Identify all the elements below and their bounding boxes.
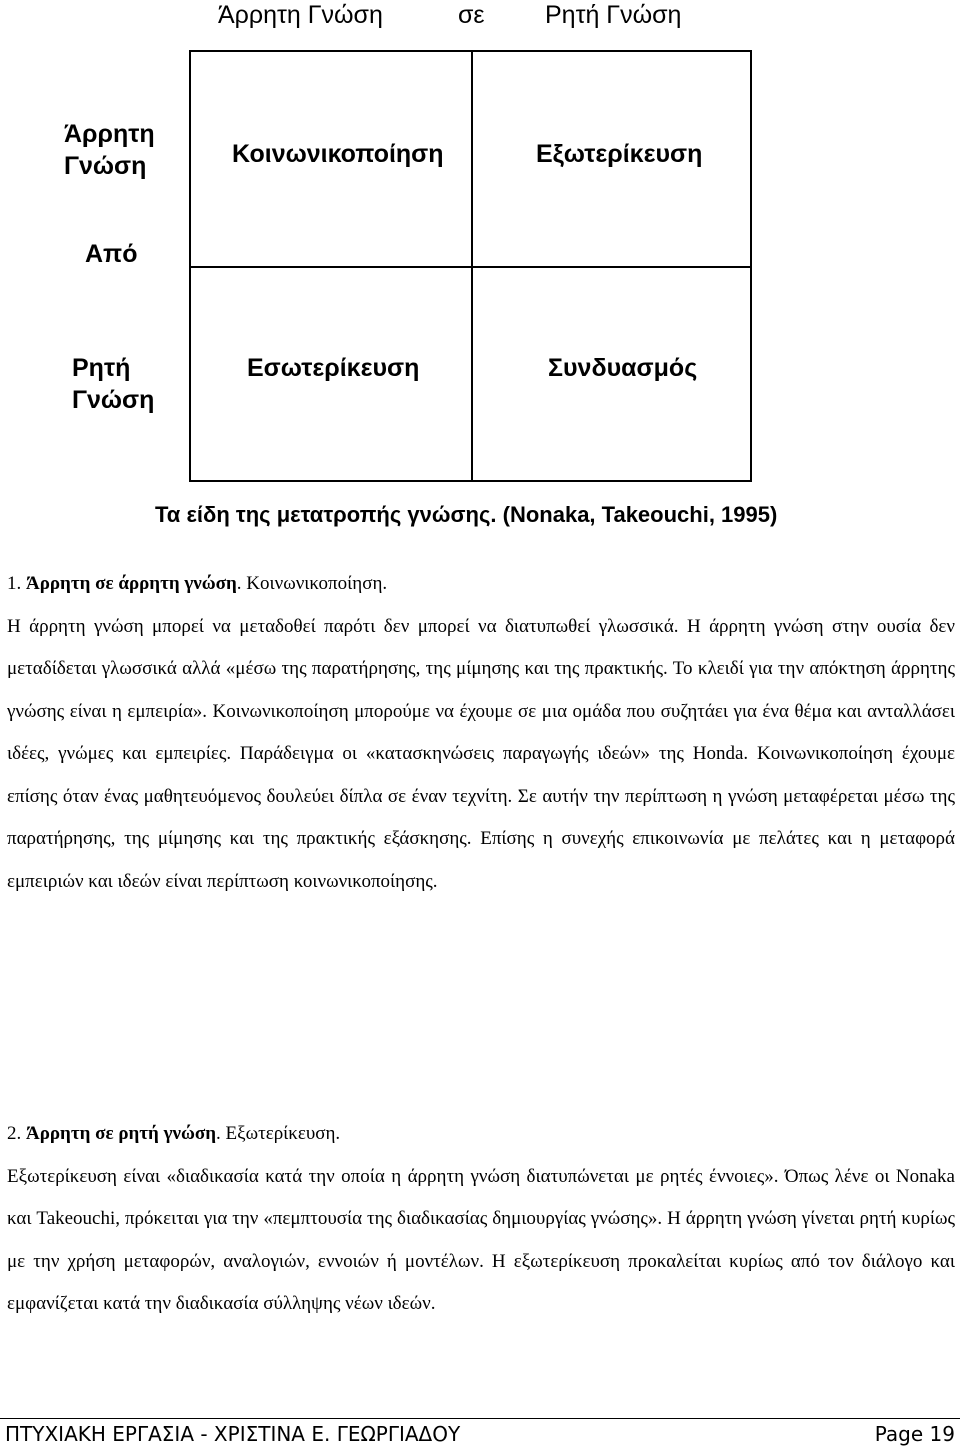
cell-externalization: Εξωτερίκευση [536, 140, 703, 168]
diagram-title [0, 0, 960, 34]
section-2-number: 2. [7, 1123, 22, 1144]
section-1-subtitle: . Κοινωνικοποίηση. [236, 573, 388, 594]
section-1-heading [7, 563, 955, 606]
matrix-vertical-divider [471, 52, 473, 480]
cell-socialization: Κοινωνικοποίηση [232, 140, 444, 168]
diagram-title-right: Ρητή Γνώση [545, 1, 682, 29]
diagram-caption: Τα είδη της μετατροπής γνώσης. (Nonaka, Takeouchi, 1995) [155, 502, 778, 527]
section-1-number: 1. [7, 573, 22, 594]
section-2-paragraph: Εξωτερίκευση είναι «διαδικασία κατά την οποία η άρρητη γνώση διατυπώνεται με ρητές έννοιες». Όπως λένε οι Nonaka και Takeouchi, πρόκειται για την «πεμπτουσία της διαδικασίας δημιουργίας γνώσης». Η άρρητη γνώση γίνεται ρητή κυρίως με την χρήση μεταφορών, αναλογιών, εννοιών ή μοντέλων. Η εξωτερίκευση προκαλείται κυρίως από τον διάλογο και εμφανίζεται κατά την διαδικασία σύλληψης νέων ιδεών. [7, 1165, 955, 1314]
section-1-paragraph: Η άρρητη γνώση μπορεί να μεταδοθεί παρότι δεν μπορεί να διατυπωθεί γλωσσικά. Η άρρητη γνώση στην ουσία δεν μεταδίδεται γλωσσικά αλλά «μέσω της παρατήρησης, της μίμησης και της πρακτικής. Το κλειδί για την απόκτηση άρρητης γνώσης είναι η εμπειρία». Κοινωνικοποίηση μπορούμε να έχουμε σε μια ομάδα που συζητάει για ένα θέμα και ανταλλάσει ιδέες, γνώμες και εμπειρίες. Παράδειγμα οι «κατασκηνώσεις παραγωγής ιδεών» της Honda. Κοινωνικοποίηση έχουμε επίσης όταν ένας μαθητευόμενος δουλεύει δίπλα σε έναν τεχνίτη. Σε αυτήν την περίπτωση η γνώση μεταφέρεται μέσω της παρατήρησης, της μίμησης και της πρακτικής εξάσκησης. Επίσης η συνεχής επικοινωνία με πελάτες και η μεταφορά εμπειριών και ιδεών είναι περίπτωση κοινωνικοποίησης. [7, 615, 955, 892]
diagram-title-mid: σε [458, 1, 485, 29]
page-footer [5, 1420, 955, 1451]
conversion-matrix [189, 50, 752, 482]
section-1 [7, 563, 955, 903]
cell-internalization: Εσωτερίκευση [247, 354, 420, 382]
page-number: Page 19 [874, 1422, 955, 1446]
section-2-heading [7, 1113, 955, 1156]
footer-divider [0, 1418, 960, 1419]
footer-author: ΠΤΥΧΙΑΚΗ ΕΡΓΑΣΙΑ - ΧΡΙΣΤΙΝΑ Ε. ΓΕΩΡΓΙΑΔΟΥ [5, 1422, 461, 1446]
section-2 [7, 1113, 955, 1326]
diagram-title-left: Άρρητη Γνώση [218, 1, 383, 29]
section-2-subtitle: . Εξωτερίκευση. [216, 1123, 341, 1144]
row-label-from: Από [85, 240, 138, 268]
cell-combination: Συνδυασμός [548, 354, 698, 382]
row-label-tacit: Άρρητη Γνώση [64, 120, 155, 180]
section-1-title: Άρρητη σε άρρητη γνώση [26, 573, 237, 594]
section-2-title: Άρρητη σε ρητή γνώση [26, 1123, 216, 1144]
row-label-explicit: Ρητή Γνώση [72, 354, 155, 414]
